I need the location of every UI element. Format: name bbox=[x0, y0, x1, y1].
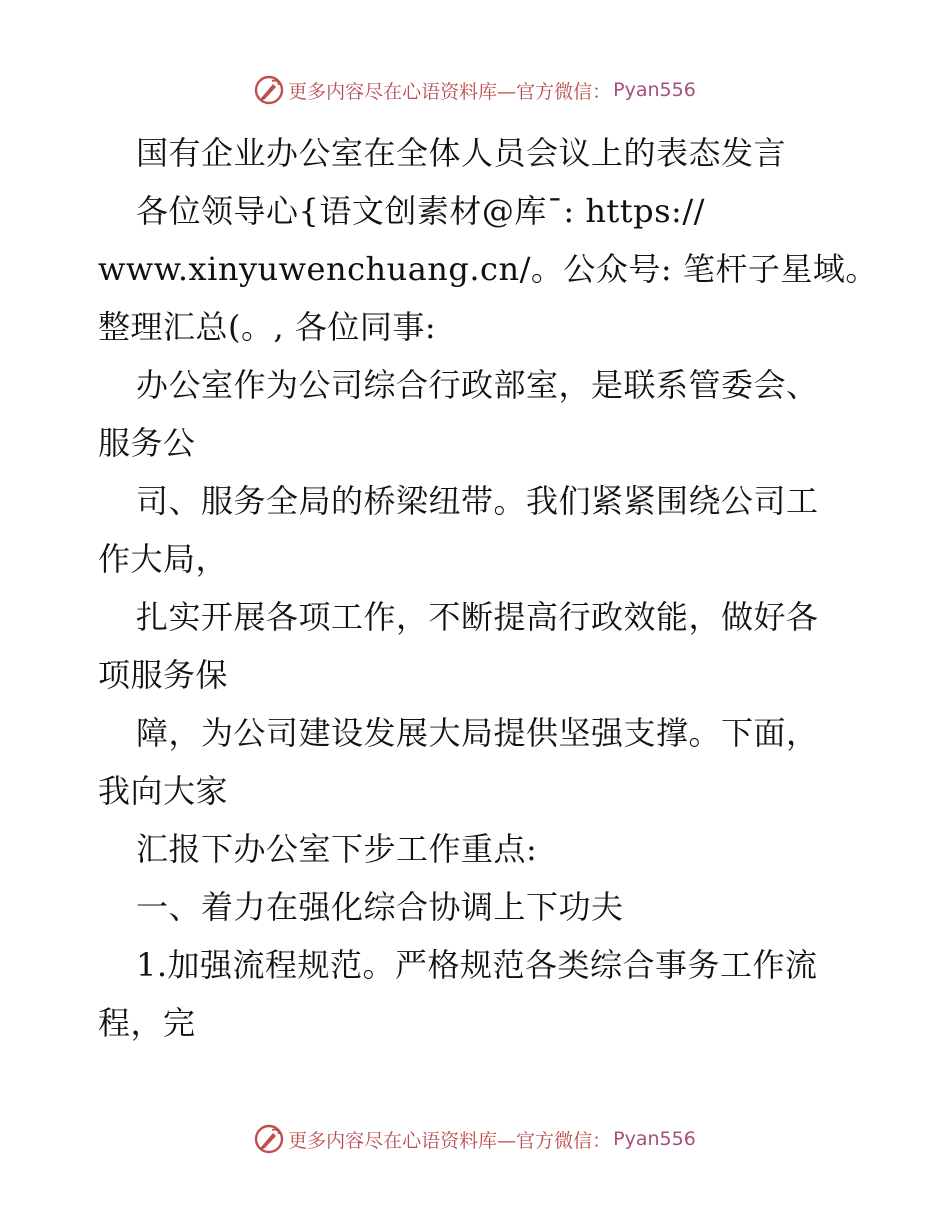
paragraph-line: 我向大家 bbox=[98, 772, 229, 810]
paragraph-line: 作大局， bbox=[98, 540, 229, 578]
paragraph-line: www.xinyuwenchuang.cn/。公众号: 笔杆子星域。 bbox=[98, 250, 878, 288]
paragraph-line: 司、服务全局的桥梁纽带。我们紧紧围绕公司工 bbox=[136, 482, 819, 520]
paragraph-line: 服务公 bbox=[98, 424, 196, 462]
paragraph-line: 办公室作为公司综合行政部室，是联系管委会、 bbox=[136, 366, 819, 404]
paragraph-line: 1.加强流程规范。严格规范各类综合事务工作流 bbox=[136, 946, 818, 984]
paragraph-line: 整理汇总(。, 各位同事: bbox=[98, 308, 437, 346]
pen-logo-icon bbox=[254, 1124, 284, 1154]
paragraph-line: 障，为公司建设发展大局提供坚强支撑。下面， bbox=[136, 714, 819, 752]
footer-banner bbox=[0, 1121, 950, 1157]
pen-logo-icon bbox=[254, 75, 284, 105]
banner-wechat-id: Pyan556 bbox=[613, 1128, 696, 1150]
document-body bbox=[98, 124, 878, 1052]
paragraph-line: 汇报下办公室下步工作重点: bbox=[136, 830, 538, 868]
document-title: 国有企业办公室在全体人员会议上的表态发言 bbox=[136, 134, 787, 172]
banner-text: 更多内容尽在心语资料库—官方微信： bbox=[288, 80, 612, 103]
banner-wechat-id: Pyan556 bbox=[613, 79, 696, 101]
header-banner bbox=[0, 72, 950, 108]
paragraph-line: 程，完 bbox=[98, 1004, 196, 1042]
banner-text: 更多内容尽在心语资料库—官方微信： bbox=[288, 1129, 612, 1152]
section-heading: 一、着力在强化综合协调上下功夫 bbox=[136, 888, 624, 926]
paragraph-line: 各位领导心{语文创素材@库¯: https:// bbox=[136, 192, 705, 230]
paragraph-line: 项服务保 bbox=[98, 656, 229, 694]
paragraph-line: 扎实开展各项工作，不断提高行政效能，做好各 bbox=[136, 598, 819, 636]
